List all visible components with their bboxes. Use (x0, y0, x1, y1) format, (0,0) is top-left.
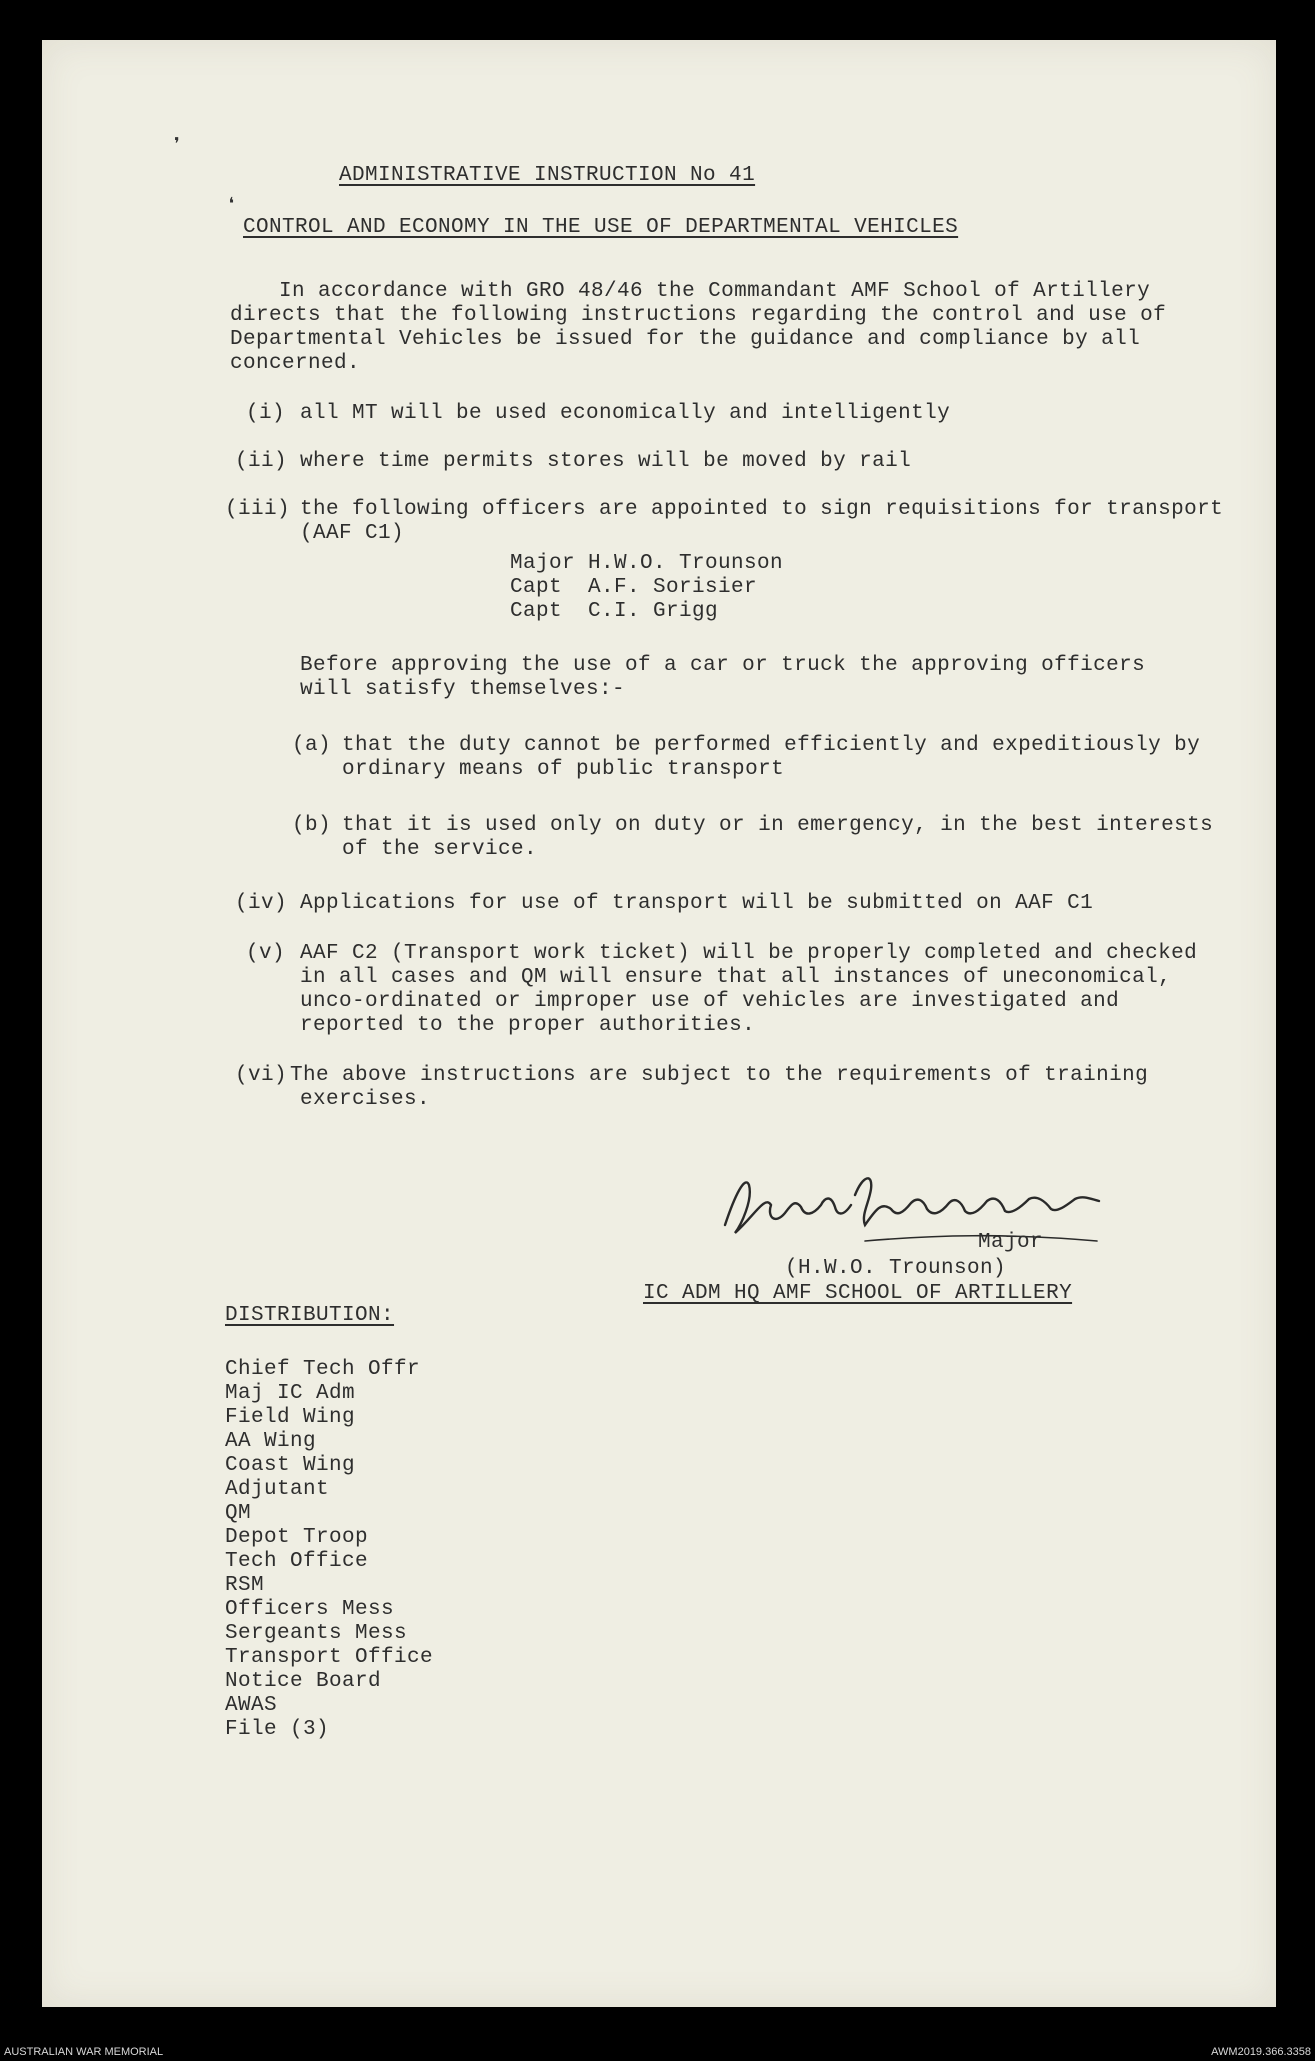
distribution-heading: DISTRIBUTION: (225, 1304, 395, 1327)
staple-hole: ❜ (170, 135, 184, 160)
distribution-item: Chief Tech Offr (225, 1358, 421, 1381)
signatory-rank: Major (978, 1231, 1044, 1254)
officer-name: Major H.W.O. Trounson (510, 552, 784, 575)
signatory-position: IC ADM HQ AMF SCHOOL OF ARTILLERY (643, 1282, 1073, 1305)
document-page (42, 40, 1276, 2007)
distribution-item: Depot Troop (225, 1526, 369, 1549)
item-text: in all cases and QM will ensure that all instances of uneconomical, (300, 966, 1172, 989)
distribution-item: AA Wing (225, 1430, 317, 1453)
intro-line: directs that the following instructions regarding the control and use of (230, 304, 1167, 327)
distribution-item: Maj IC Adm (225, 1382, 356, 1405)
subitem-text: of the service. (342, 838, 538, 861)
item-text: the following officers are appointed to sign requisitions for transport (300, 498, 1224, 521)
item-text: where time permits stores will be moved by rail (300, 450, 912, 473)
distribution-item: Adjutant (225, 1478, 330, 1501)
subitem-number: (a) (292, 734, 332, 757)
intro-line: Departmental Vehicles be issued for the guidance and compliance by all (230, 328, 1141, 351)
item-number: (iv) (235, 892, 288, 915)
item-text: The above instructions are subject to the requirements of training (290, 1064, 1149, 1087)
item-text: Applications for use of transport will be submitted on AAF C1 (300, 892, 1094, 915)
item-number: (vi) (235, 1064, 288, 1087)
footer-left: AUSTRALIAN WAR MEMORIAL (4, 2046, 164, 2058)
item-number: (ii) (235, 450, 288, 473)
officer-name: Capt C.I. Grigg (510, 600, 719, 623)
subitem-text: that it is used only on duty or in emergency, in the best interests (342, 814, 1214, 837)
distribution-item: Tech Office (225, 1550, 369, 1573)
item-text: all MT will be used economically and intelligently (300, 402, 951, 425)
handwritten-signature (705, 1155, 1175, 1260)
item-text: (AAF C1) (300, 522, 405, 545)
before-line: Before approving the use of a car or truck the approving officers (300, 654, 1146, 677)
footer-right: AWM2019.366.3358 (1211, 2046, 1311, 2058)
intro-line: concerned. (230, 352, 361, 375)
subitem-number: (b) (292, 814, 332, 837)
before-line: will satisfy themselves:- (300, 678, 626, 701)
document-subtitle: CONTROL AND ECONOMY IN THE USE OF DEPARTMENTAL VEHICLES (243, 216, 959, 239)
distribution-item: Coast Wing (225, 1454, 356, 1477)
document-title: ADMINISTRATIVE INSTRUCTION No 41 (339, 164, 756, 187)
item-number: (iii) (225, 498, 291, 521)
distribution-item: Officers Mess (225, 1598, 395, 1621)
item-text: exercises. (300, 1088, 431, 1111)
subitem-text: ordinary means of public transport (342, 758, 785, 781)
distribution-item: File (3) (225, 1718, 330, 1741)
distribution-item: RSM (225, 1574, 265, 1597)
distribution-item: AWAS (225, 1694, 278, 1717)
staple-mark: ❛ (225, 195, 239, 220)
item-number: (i) (246, 402, 286, 425)
subitem-text: that the duty cannot be performed efficiently and expeditiously by (342, 734, 1201, 757)
item-text: AAF C2 (Transport work ticket) will be properly completed and checked (300, 942, 1198, 965)
officer-name: Capt A.F. Sorisier (510, 576, 758, 599)
intro-line: In accordance with GRO 48/46 the Commandant AMF School of Artillery (279, 280, 1151, 303)
distribution-item: Notice Board (225, 1670, 382, 1693)
item-text: reported to the proper authorities. (300, 1014, 756, 1037)
item-number: (v) (246, 942, 286, 965)
signatory-name: (H.W.O. Trounson) (785, 1257, 1007, 1280)
distribution-item: Transport Office (225, 1646, 434, 1669)
item-text: unco-ordinated or improper use of vehicles are investigated and (300, 990, 1120, 1013)
distribution-item: Field Wing (225, 1406, 356, 1429)
distribution-item: QM (225, 1502, 252, 1525)
distribution-item: Sergeants Mess (225, 1622, 408, 1645)
